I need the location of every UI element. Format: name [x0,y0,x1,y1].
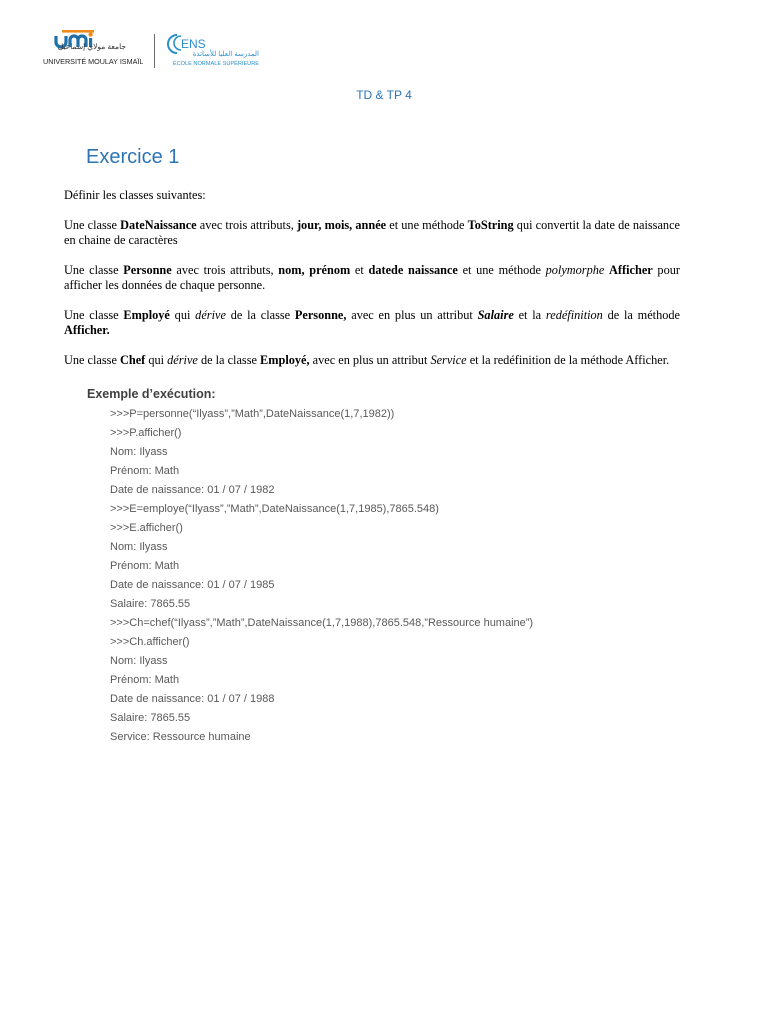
text-run: Une classe [64,263,124,277]
document-title: TD & TP 4 [356,88,412,102]
umi-arabic-text: جامعة مولاي إسماعيل [57,42,126,51]
ens-logo [164,32,264,72]
exercise-statement [64,188,680,368]
attribute-name: Service [430,353,467,367]
text-run: Une classe [64,308,124,322]
text-run: qui [145,353,168,367]
paragraph-employe [64,308,680,338]
attribute-name: datede naissance [368,263,458,277]
text-run: de la méthode [602,308,680,322]
method-name: Afficher [609,263,653,277]
ens-latin-text: ÉCOLE NORMALE SUPÉRIEURE [172,61,259,67]
example-line: Salaire: 7865.55 [110,712,191,724]
example-line: Nom: Ilyass [110,655,168,667]
text-run: et une méthode [386,218,468,232]
example-line: Service: Ressource humaine [110,731,251,743]
example-line: >>>Ch.afficher() [110,636,190,648]
class-name: Employé [123,308,170,322]
paragraph-personne [64,263,680,293]
text-run: Une classe [64,353,120,367]
exercise-title: Exercice 1 [86,146,180,168]
example-line: >>>E.afficher() [110,522,183,534]
text-run: et [350,263,369,277]
umi-logo [42,30,148,70]
emphasis: dérive [195,308,226,322]
example-line: >>>Ch=chef(“Ilyass”,”Math”,DateNaissance(1,7,1988),7865.548,”Ressource humaine”) [110,617,534,629]
example-line: Prénom: Math [110,465,180,477]
example-output [110,407,533,749]
text-run: de la classe [225,308,295,322]
text-run: Une classe [64,218,121,232]
text-run: de la classe [197,353,261,367]
text-run: avec en plus un attribut [309,353,431,367]
emphasis: dérive [167,353,198,367]
example-line: Date de naissance: 01 / 07 / 1982 [110,484,275,496]
example-line: >>>E=employe(“Ilyass”,”Math”,DateNaissance(1,7,1985),7865.548) [110,503,439,515]
text-run: et la redéfinition de la méthode Afficher. [466,353,670,367]
example-line: Prénom: Math [110,560,180,572]
umi-latin-text: UNIVERSITÉ MOULAY ISMAÏL [43,57,144,66]
ens-arabic-text: المدرسة العليا للأساتذة [192,51,259,58]
text-run: avec trois attributs, [196,218,297,232]
emphasis: redéfinition [545,308,603,322]
emphasis: polymorphe [545,263,605,277]
text-run: avec trois attributs, [171,263,279,277]
ens-mark: ENS [181,37,206,51]
text-run: et une méthode [457,263,546,277]
example-line: Nom: Ilyass [110,541,168,553]
example-heading: Exemple d’exécution: [87,387,216,401]
paragraph-datenaissance [64,218,680,248]
logo-divider [154,34,155,68]
class-name: Personne [123,263,172,277]
text-run: et la [513,308,546,322]
example-line: >>>P.afficher() [110,427,182,439]
example-line: Prénom: Math [110,674,180,686]
example-line: >>>P=personne(“Ilyass”,”Math”,DateNaissance(1,7,1982)) [110,408,395,420]
text-run: qui convertit la date de naissance en chaine de caractères [64,218,680,247]
page-header [42,30,282,74]
attribute-names: nom, prénom [278,263,351,277]
paragraph-chef [64,353,680,368]
method-name: Afficher. [64,323,110,337]
method-name: ToString [467,218,514,232]
example-line: Date de naissance: 01 / 07 / 1988 [110,693,275,705]
example-line: Date de naissance: 01 / 07 / 1985 [110,579,275,591]
text-run: qui [169,308,196,322]
intro-paragraph: Définir les classes suivantes: [64,188,206,202]
example-line: Nom: Ilyass [110,446,168,458]
class-name: DateNaissance [120,218,197,232]
text-run: pour afficher les données de chaque personne. [64,263,680,292]
attribute-name: Salaire [477,308,514,322]
class-name: Employé, [260,353,310,367]
attribute-names: jour, mois, année [296,218,387,232]
class-name: Chef [120,353,146,367]
class-name: Personne, [294,308,347,322]
text-run: avec en plus un attribut [346,308,478,322]
example-line: Salaire: 7865.55 [110,598,191,610]
